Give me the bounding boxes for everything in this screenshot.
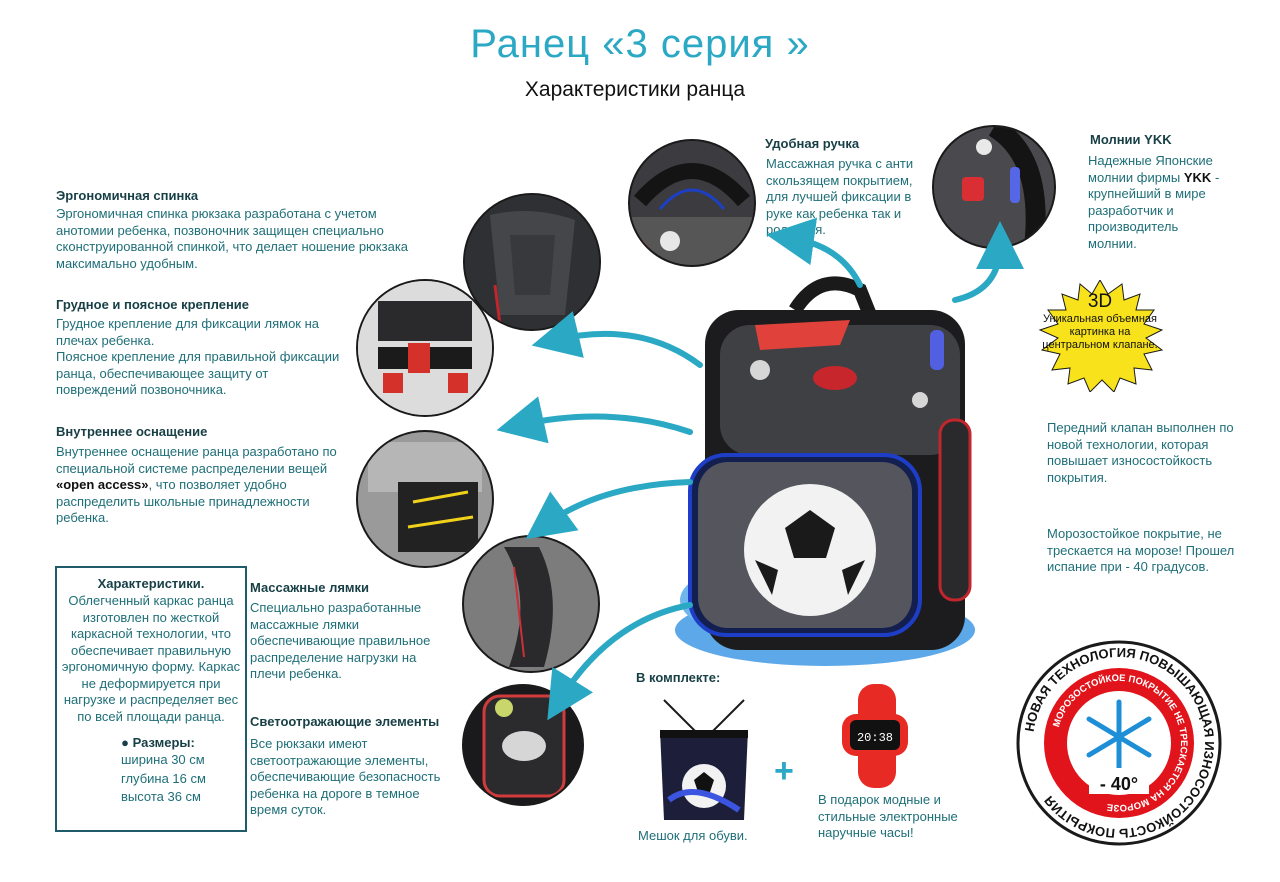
chest-text-2: Поясное крепление для правильной фиксации ранца, обеспечивающее защиту от повреждений позвоночника. — [56, 349, 340, 397]
badge-3d-text: Уникальная объемная картинка на центральном клапане. — [1042, 313, 1158, 351]
handle-text: Массажная ручка с анти скользящем покрытием, для лучшей фиксации в руке как ребенка так и родителя. — [766, 156, 914, 237]
seal-text-layer — [1016, 640, 1222, 846]
back-text: Эргономичная спинка рюкзака разработана с учетом анотомии ребенка, позвоночник защищен специально сконструированной спинкой, что делает ношение рюкзака максимально удобным. — [56, 206, 409, 271]
back-heading: Эргономичная спинка — [56, 188, 199, 203]
size-width: ширина 30 см — [121, 752, 205, 767]
seal-temp: - 40° — [1099, 774, 1139, 794]
front-text-2: Морозостойкое покрытие, не трескается на морозе! Прошел испание при - 40 градусов. — [1047, 526, 1235, 574]
watch-image — [830, 684, 920, 788]
chest-heading: Грудное и поясное крепление — [56, 297, 250, 312]
front-text-1: Передний клапан выполнен по новой технологии, которая повышает износостойкость покрытия. — [1047, 420, 1234, 485]
reflective-heading: Светоотражающие элементы — [250, 714, 440, 729]
seal-outer-text: НОВАЯ ТЕХНОЛОГИЯ ПОВЫШАЮЩАЯ ИЗНОСОСТОЙКОСТЬ ПОКРЫТИЯ — [1021, 644, 1218, 842]
shoe-bag-image — [654, 690, 754, 824]
size-height: высота 36 см — [121, 789, 201, 804]
sizes-label: ● Размеры: — [121, 735, 195, 750]
straps-heading: Массажные лямки — [250, 580, 370, 595]
plus-sign: + — [774, 752, 794, 790]
page-subtitle: Характеристики ранца — [524, 78, 746, 101]
inner-heading: Внутреннее оснащение — [56, 424, 208, 439]
kit-heading: В комплекте: — [636, 670, 721, 685]
reflective-text: Все рюкзаки имеют светоотражающие элементы, обеспечивающие безопасность ребенка на дороге в темное время суток. — [250, 736, 441, 817]
page-title: Ранец «3 серия » — [470, 22, 810, 66]
seal-inner-text: МОРОЗОСТОЙКОЕ ПОКРЫТИЕ НЕ ТРЕСКАЕТСЯ НА МОРОЗЕ — [1051, 672, 1190, 814]
specs-text: Облегченный каркас ранца изготовлен по жесткой каркасной технологии, что обеспечивает правильную эргономичную форму. Каркас не деформируется при нагрузке и распределяет вес по всей площади ранца. — [61, 593, 241, 724]
specs-heading: Характеристики. — [97, 576, 205, 591]
zippers-text: Надежные Японские молнии фирмы YKK - крупнейший в мире разработчик и производитель молнии. — [1088, 153, 1220, 251]
svg-text:20:38: 20:38 — [856, 731, 894, 745]
handle-heading: Удобная ручка — [765, 136, 860, 151]
chest-text-1: Грудное крепление для фиксации лямок на плечах ребенка. — [56, 316, 320, 348]
badge-3d-big: 3D — [1087, 291, 1113, 312]
size-depth: глубина 16 см — [121, 770, 206, 786]
watch-caption: В подарок модные и стильные электронные наручные часы! — [818, 792, 958, 840]
bag-caption: Мешок для обуви. — [638, 828, 748, 843]
straps-text: Специально разработанные массажные лямки обеспечивающие правильное распределение нагрузки на плечи ребенка. — [250, 600, 431, 681]
inner-text: Внутреннее оснащение ранца разработано по специальной системе распределении вещей «open access», что позволяет удобно распределить школьные принадлежности ребенка. — [56, 444, 337, 525]
zippers-heading: Молнии YKK — [1090, 132, 1172, 147]
